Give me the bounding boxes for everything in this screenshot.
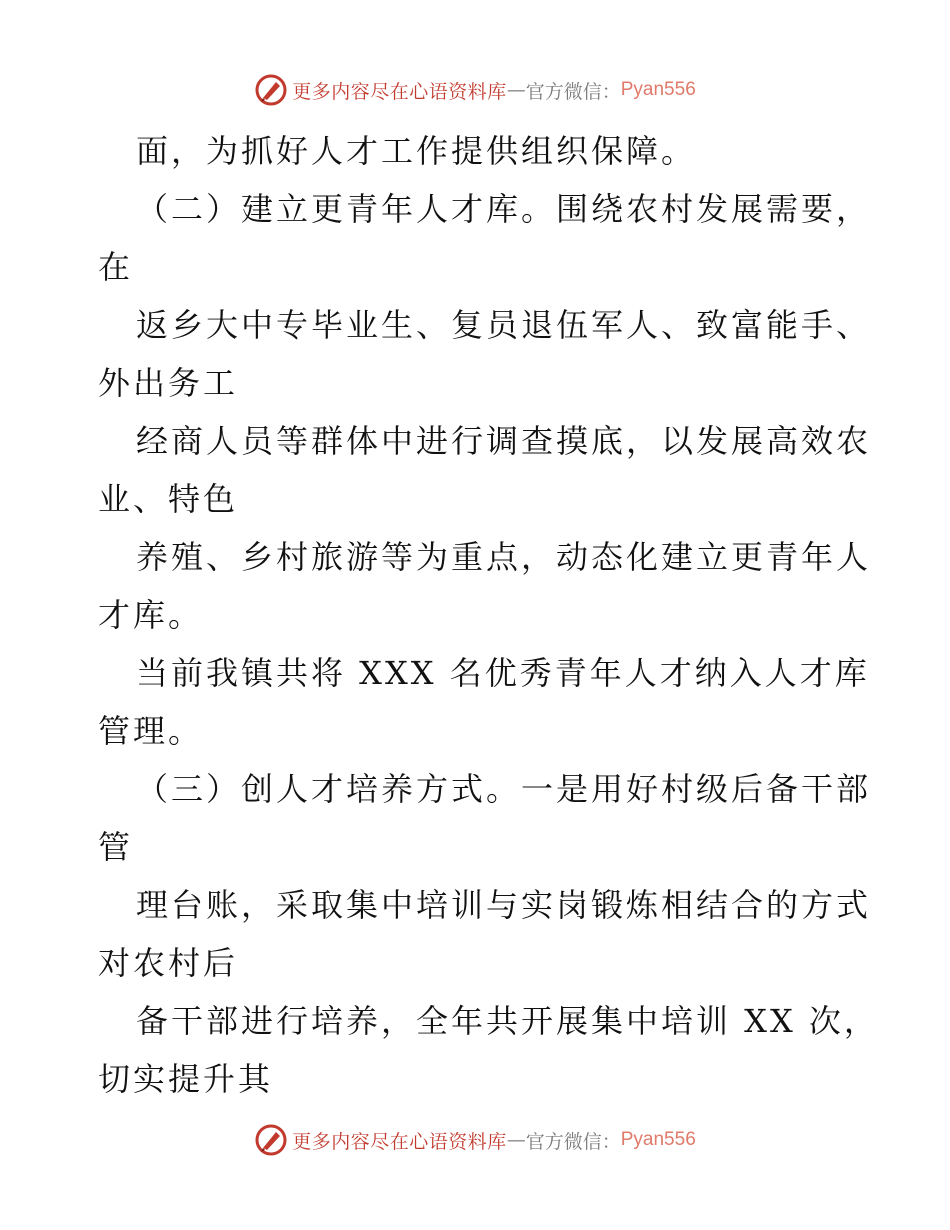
text-line: 切实提升其	[98, 1060, 274, 1098]
text-line: 才库。	[98, 596, 204, 634]
text-line: 养殖、乡村旅游等为重点，动态化建立更青年人	[136, 538, 872, 576]
watermark-sub-text: 官方微信：	[525, 80, 621, 103]
watermark-dash: —	[506, 1129, 526, 1151]
pen-logo-icon	[254, 1123, 288, 1157]
text-line: 返乡大中专毕业生、复员退伍军人、致富能手、	[136, 306, 872, 344]
text-line: 理台账，采取集中培训与实岗锻炼相结合的方式	[136, 886, 872, 924]
text-line: 备干部进行培养，全年共开展集中培训 XX 次，	[136, 1002, 879, 1040]
text-line: 管理。	[98, 712, 204, 750]
header-watermark	[0, 70, 950, 110]
watermark-main-text: 更多内容尽在心语资料库	[292, 1130, 507, 1153]
text-line: （二）建立更青年人才库。围绕农村发展需要，	[136, 190, 872, 228]
watermark-main-text: 更多内容尽在心语资料库	[292, 80, 507, 103]
text-line: 当前我镇共将 XXX 名优秀青年人才纳入人才库	[136, 654, 870, 692]
footer-watermark	[0, 1120, 950, 1160]
watermark-wechat-id: Pyan556	[620, 1129, 696, 1150]
text-line: 业、特色	[98, 480, 239, 518]
watermark-wechat-id: Pyan556	[620, 79, 696, 100]
text-line: 管	[98, 828, 134, 866]
text-line: 经商人员等群体中进行调查摸底，以发展高效农	[136, 422, 872, 460]
text-line: 外出务工	[98, 364, 239, 402]
pen-logo-icon	[254, 73, 288, 107]
text-line: 对农村后	[98, 944, 239, 982]
document-body	[98, 122, 879, 1108]
text-line: 面，为抓好人才工作提供组织保障。	[136, 132, 697, 170]
watermark-sub-text: 官方微信：	[525, 1130, 621, 1153]
watermark-dash: —	[506, 79, 526, 101]
text-line: （三）创人才培养方式。一是用好村级后备干部	[136, 770, 872, 808]
text-line: 在	[98, 248, 134, 286]
